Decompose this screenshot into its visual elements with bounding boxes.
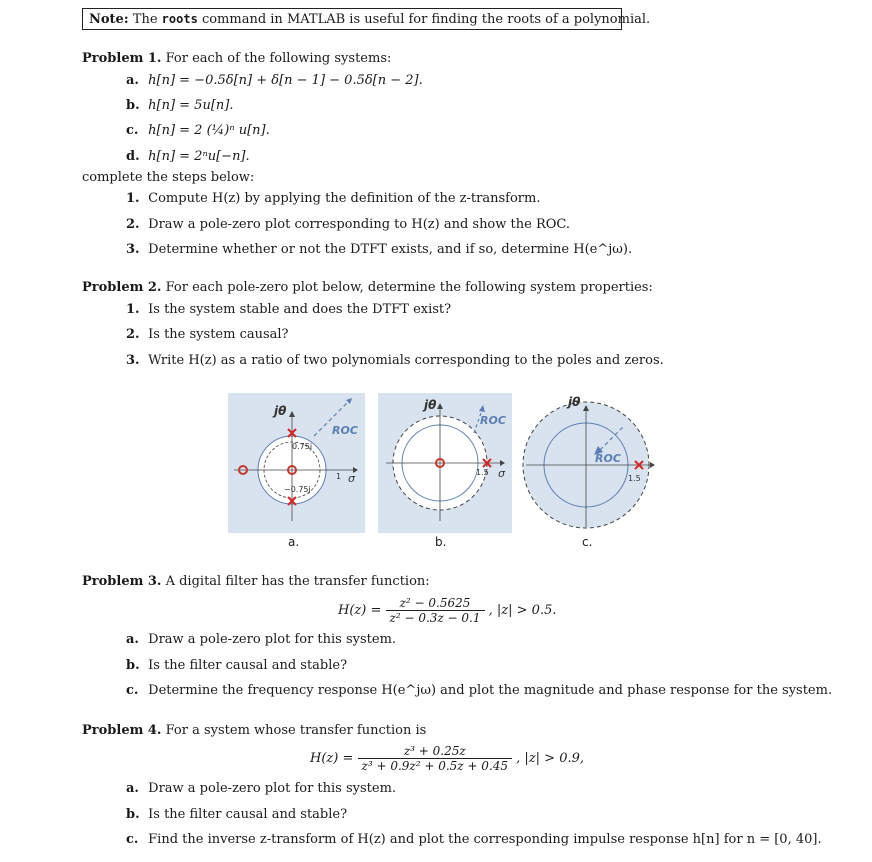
p1-step-1: [126, 191, 540, 206]
p1-outro: complete the steps below:: [82, 170, 255, 185]
plot-b-caption: b.: [435, 535, 447, 549]
p2-intro: For each pole-zero plot below, determine the following system properties:: [165, 280, 653, 295]
note-box: [82, 8, 651, 30]
pole-value-label: 1.5: [476, 468, 489, 477]
note-pre: The: [132, 12, 158, 27]
p3-item-b: [126, 658, 347, 673]
item-label: b.: [126, 807, 140, 822]
system-expr: h[n] = −0.5δ[n] + δ[n − 1] − 0.5δ[n − 2].: [148, 73, 423, 88]
pole-zero-plot-b: [378, 393, 512, 533]
step-label: 2.: [126, 327, 140, 342]
roc-label: ROC: [332, 424, 358, 437]
step-label: 3.: [126, 242, 140, 257]
p4-item-b: [126, 807, 347, 822]
tf-denominator: z³ + 0.9z² + 0.5z + 0.45: [361, 759, 509, 773]
p3-intro: A digital filter has the transfer function:: [165, 574, 430, 589]
plot-c-caption: c.: [582, 535, 593, 549]
jtheta-label: jθ: [568, 395, 581, 409]
step-label: 1.: [126, 302, 140, 317]
step-label: 2.: [126, 217, 140, 232]
real-axis-arrow: [650, 462, 655, 468]
step-text: Write H(z) as a ratio of two polynomials corresponding to the poles and zeros.: [148, 353, 664, 368]
p2-step-3: [126, 353, 664, 368]
tf-lhs: H(z) =: [338, 603, 382, 618]
step-text: Is the system causal?: [148, 327, 289, 342]
tf-fraction: [386, 596, 485, 625]
p1-step-3: [126, 242, 632, 257]
sigma-label: σ: [348, 472, 355, 485]
p1-system-b: [126, 98, 233, 113]
pole-value-label: 1.5: [628, 474, 641, 483]
tf-roc: , |z| > 0.5.: [488, 603, 557, 618]
p1-step-2: [126, 217, 570, 232]
tf-fraction: [358, 744, 513, 773]
p2-heading: [82, 280, 653, 295]
pole-bottom-label: −0.75j: [284, 485, 311, 494]
p2-step-1: [126, 302, 451, 317]
pole-top-label: 0.75j: [292, 442, 313, 451]
p4-transfer-function: [310, 744, 584, 773]
p1-system-d: [126, 149, 250, 164]
pole-zero-plot-c: [520, 393, 660, 533]
p3-item-c: [126, 683, 832, 698]
item-label: a.: [126, 781, 139, 796]
p4-intro: For a system whose transfer function is: [165, 723, 427, 738]
step-text: Is the system stable and does the DTFT exist?: [148, 302, 452, 317]
step-label: 3.: [126, 353, 140, 368]
item-label: b.: [126, 658, 140, 673]
jtheta-label: jθ: [274, 404, 287, 418]
tf-denominator: z² − 0.3z − 0.1: [389, 611, 481, 625]
p1-intro: For each of the following systems:: [165, 51, 392, 66]
item-text: Is the filter causal and stable?: [148, 807, 348, 822]
p1-system-c: [126, 123, 270, 138]
item-text: Draw a pole-zero plot for this system.: [148, 781, 397, 796]
note-post: command in MATLAB is useful for finding the roots of a polynomial.: [201, 12, 651, 27]
step-text: Determine whether or not the DTFT exists, and if so, determine H(e^jω).: [148, 242, 633, 257]
item-text: Find the inverse z-transform of H(z) and plot the corresponding impulse response h[n] for n = [0, 40].: [148, 832, 822, 847]
tf-lhs: H(z) =: [310, 751, 354, 766]
p4-title: Problem 4.: [82, 723, 162, 738]
note-command: roots: [161, 12, 198, 26]
plot-a-caption: a.: [288, 535, 300, 549]
item-label: b.: [126, 98, 140, 113]
item-text: Draw a pole-zero plot for this system.: [148, 632, 397, 647]
item-label: a.: [126, 73, 139, 88]
tf-roc: , |z| > 0.9,: [516, 751, 585, 766]
p4-heading: [82, 723, 426, 738]
pole-zero-plot-a: [228, 393, 365, 533]
item-label: c.: [126, 832, 139, 847]
roc-label: ROC: [480, 414, 506, 427]
roc-label: ROC: [595, 452, 621, 465]
p1-title: Problem 1.: [82, 51, 162, 66]
p1-system-a: [126, 73, 423, 88]
step-text: Compute H(z) by applying the definition of the z-transform.: [148, 191, 541, 206]
sigma-label: σ: [498, 467, 505, 480]
item-label: a.: [126, 632, 139, 647]
note-label: Note:: [89, 12, 129, 27]
tf-numerator: z³ + 0.25z: [358, 744, 513, 759]
p2-step-2: [126, 327, 289, 342]
system-expr: h[n] = 2ⁿu[−n].: [148, 149, 250, 164]
system-expr: h[n] = 5u[n].: [148, 98, 234, 113]
p2-title: Problem 2.: [82, 280, 162, 295]
p3-heading: [82, 574, 430, 589]
item-text: Is the filter causal and stable?: [148, 658, 348, 673]
item-text: Determine the frequency response H(e^jω) and plot the magnitude and phase response for the system.: [148, 683, 833, 698]
p4-item-c: [126, 832, 822, 847]
tf-numerator: z² − 0.5625: [386, 596, 485, 611]
p3-transfer-function: [338, 596, 556, 625]
jtheta-label: jθ: [424, 398, 437, 412]
p3-title: Problem 3.: [82, 574, 162, 589]
p3-item-a: [126, 632, 396, 647]
item-label: c.: [126, 683, 139, 698]
system-expr: h[n] = 2 (¼)ⁿ u[n].: [148, 123, 270, 138]
item-label: c.: [126, 123, 139, 138]
p1-heading: [82, 51, 391, 66]
step-text: Draw a pole-zero plot corresponding to H(z) and show the ROC.: [148, 217, 571, 232]
p4-item-a: [126, 781, 396, 796]
one-tick: 1: [336, 472, 342, 481]
step-label: 1.: [126, 191, 140, 206]
item-label: d.: [126, 149, 140, 164]
